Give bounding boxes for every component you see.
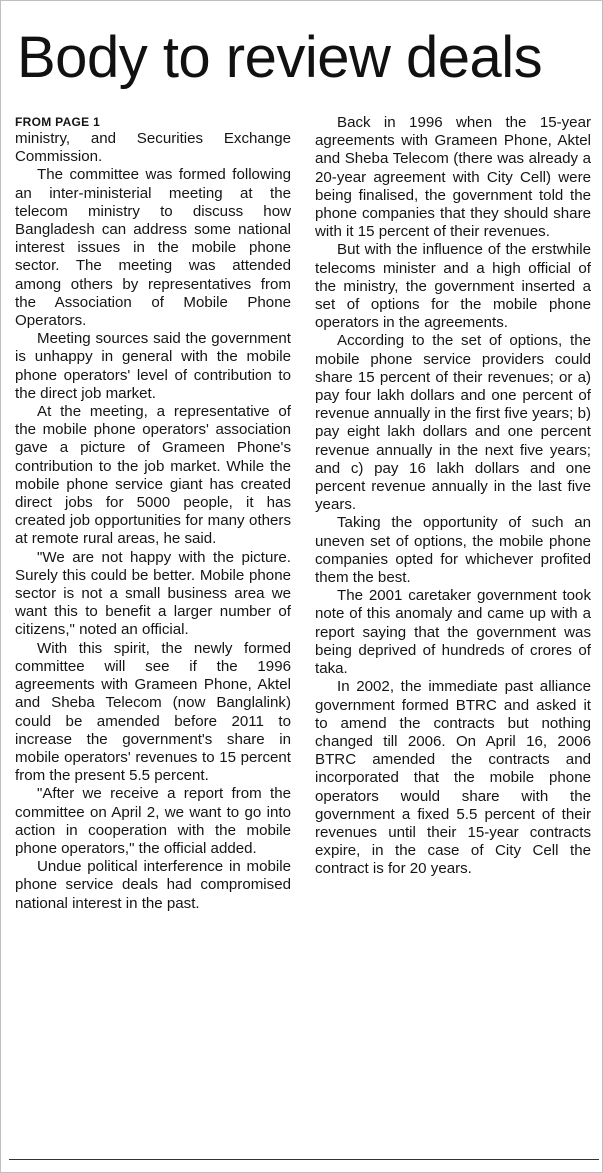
- paragraph: "After we receive a report from the committee on April 2, we want to go into action in cooperation with the mobile phone operators," the official added.: [15, 785, 291, 857]
- paragraph: The committee was formed following an inter-ministerial meeting at the telecom ministry to discuss how Bangladesh can address some national interest issues in the mobile phone sector. The meeting was attended among others by representatives from the Association of Mobile Phone Operators.: [15, 166, 291, 330]
- paragraph: Undue political interference in mobile phone service deals had compromised national interest in the past.: [15, 858, 291, 912]
- paragraph: According to the set of options, the mobile phone service providers could share 15 percent of their revenues; or a) pay four lakh dollars and one percent of revenue annually in the first five years; b) pay eight lakh dollars and one percent revenue annually in the next five years; and c) pay 16 lakh dollars and one percent revenue annually in the last five years.: [315, 332, 591, 514]
- paragraph: ministry, and Securities Exchange Commission.: [15, 130, 291, 166]
- headline: Body to review deals: [17, 25, 543, 90]
- paragraph: "We are not happy with the picture. Surely this could be better. Mobile phone sector is not a small business area we want this to benefit a larger number of citizens," noted an official.: [15, 548, 291, 639]
- paragraph: But with the influence of the erstwhile telecoms minister and a high official of the ministry, the government inserted a set of options for the mobile phone operators in the agreements.: [315, 241, 591, 332]
- paragraph: With this spirit, the newly formed committee will see if the 1996 agreements with Grameen Phone, Aktel and Sheba Telecom (now Banglalink) could be amended before 2011 to increase the government's share in mobile operators' revenues to 15 percent from the present 5.5 percent.: [15, 639, 291, 785]
- paragraph: At the meeting, a representative of the mobile phone operators' association gave a picture of Grameen Phone's contribution to the job market. While the mobile phone service giant has created direct jobs for 5000 people, it has created job opportunities for many others at remote rural areas, he said.: [15, 403, 291, 548]
- left-column: [15, 114, 291, 913]
- paragraph: The 2001 caretaker government took note of this anomaly and came up with a report saying that the government was being deprived of hundreds of crores of taka.: [315, 587, 591, 678]
- paragraph: In 2002, the immediate past alliance government formed BTRC and asked it to amend the contracts but nothing changed till 2006. On April 16, 2006 BTRC amended the contracts and incorporated that the mobile phone operators would share with the government a fixed 5.5 percent of their revenues until their 15-year contracts expire, in the case of City Cell the contract is for 20 years.: [315, 678, 591, 878]
- right-column: [315, 114, 591, 879]
- paragraph: Back in 1996 when the 15-year agreements with Grameen Phone, Aktel and Sheba Telecom (there was already a 20-year agreement with City Cell) were being finalised, the government told the phone companies that they should share with it 15 percent of their revenues.: [315, 114, 591, 241]
- kicker-from-page: FROM PAGE 1: [15, 115, 101, 129]
- paragraph: Taking the opportunity of such an uneven set of options, the mobile phone companies opted for whichever profited them the best.: [315, 514, 591, 587]
- paragraph: Meeting sources said the government is unhappy in general with the mobile phone operators' level of contribution to the direct job market.: [15, 330, 291, 402]
- bottom-rule: [9, 1159, 599, 1160]
